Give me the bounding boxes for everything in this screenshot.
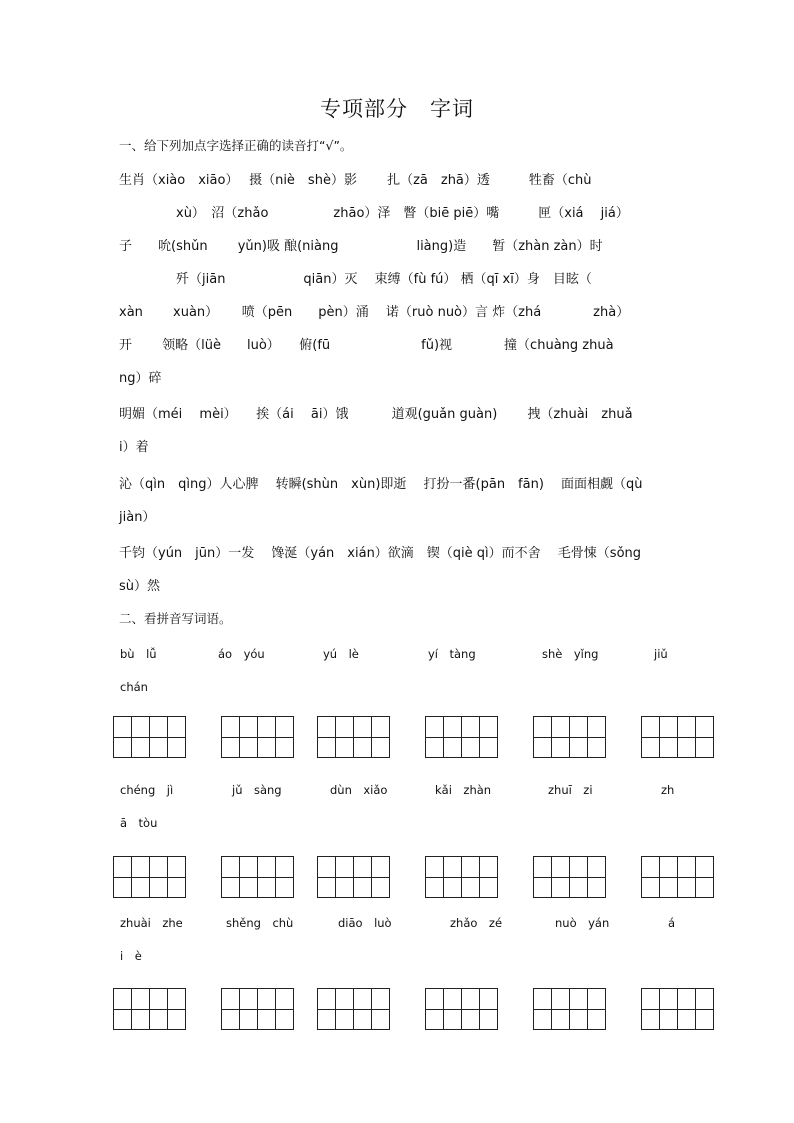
page-title: 专项部分 字词 xyxy=(320,97,474,121)
pronunciation-line: 子 吮(shǔn yǔn)吸 酿(niàng liàng)造 暂（zhàn zàn）时 xyxy=(119,239,603,254)
pronunciation-line: xàn xuàn） 喷（pēn pèn）涌 诺（ruò nuò）言 炸（zhá zhà） xyxy=(119,305,630,320)
pinyin-prompt: kǎi zhàn xyxy=(435,783,492,797)
pinyin-prompt: yú lè xyxy=(323,647,359,661)
writing-box[interactable] xyxy=(317,716,390,758)
pronunciation-line: sù）然 xyxy=(119,579,161,594)
writing-box[interactable] xyxy=(221,988,294,1030)
pinyin-prompt: á xyxy=(668,916,676,930)
writing-box[interactable] xyxy=(533,988,606,1030)
pronunciation-line: 歼（jiān qiān）灭 束缚（fù fú） 栖（qī xī）身 目眩（ xyxy=(176,272,592,287)
pinyin-prompt: shěng chù xyxy=(226,916,294,930)
writing-box[interactable] xyxy=(113,988,186,1030)
writing-box[interactable] xyxy=(425,988,498,1030)
pronunciation-line: 沁（qìn qìng）人心脾 转瞬(shùn xùn)即逝 打扮一番(pān fān) 面面相觑（qù xyxy=(119,477,643,492)
pinyin-continuation: ā tòu xyxy=(120,816,158,830)
writing-box[interactable] xyxy=(425,856,498,898)
pinyin-prompt: zh xyxy=(661,783,675,797)
writing-box[interactable] xyxy=(221,716,294,758)
pinyin-prompt: jǔ sàng xyxy=(232,783,282,797)
pinyin-prompt: nuò yán xyxy=(555,916,610,930)
writing-box[interactable] xyxy=(317,856,390,898)
writing-box[interactable] xyxy=(533,856,606,898)
pinyin-prompt: zhuī zi xyxy=(548,783,593,797)
writing-box[interactable] xyxy=(113,856,186,898)
writing-box[interactable] xyxy=(113,716,186,758)
pronunciation-line: 开 领略（lüè luò） 俯(fū fǔ)视 撞（chuàng zhuà xyxy=(119,338,614,353)
pinyin-prompt: zhuài zhe xyxy=(120,916,183,930)
writing-box[interactable] xyxy=(641,716,714,758)
pinyin-prompt: áo yóu xyxy=(218,647,265,661)
pinyin-prompt: jiǔ xyxy=(654,647,668,661)
pinyin-prompt: bù lǚ xyxy=(120,647,157,661)
pinyin-continuation: i è xyxy=(120,949,142,963)
writing-box[interactable] xyxy=(425,716,498,758)
writing-box[interactable] xyxy=(641,988,714,1030)
pinyin-prompt: shè yǐng xyxy=(542,647,599,661)
pinyin-prompt: chéng jì xyxy=(120,783,174,797)
pronunciation-line: ng）碎 xyxy=(119,371,162,386)
pinyin-prompt: yí tàng xyxy=(428,647,476,661)
pronunciation-line: 千钧（yún jūn）一发 馋涎（yán xián）欲滴 锲（qiè qì）而不舍 毛骨悚（sǒng xyxy=(119,546,642,561)
writing-box[interactable] xyxy=(317,988,390,1030)
section1-heading: 一、给下列加点字选择正确的读音打“√”。 xyxy=(119,138,353,153)
writing-box[interactable] xyxy=(221,856,294,898)
writing-box[interactable] xyxy=(641,856,714,898)
pronunciation-line: 生肖（xiào xiāo） 摄（niè shè）影 扎（zā zhā）透 牲畜（chù xyxy=(119,173,592,188)
pronunciation-line: i）着 xyxy=(119,440,149,455)
pronunciation-line: jiàn） xyxy=(119,510,156,525)
pinyin-continuation: chán xyxy=(120,680,148,694)
pronunciation-line: xù） 沼（zhǎo zhāo）泽 瞥（biē piē）嘴 匣（xiá jiá） xyxy=(176,206,629,221)
pinyin-prompt: diāo luò xyxy=(338,916,392,930)
pronunciation-line: 明媚（méi mèi） 挨（ái āi）饿 道观(guǎn guàn) 拽（zhuài zhuǎ xyxy=(119,407,633,422)
pinyin-prompt: zhǎo zé xyxy=(450,916,503,930)
section2-heading: 二、看拼音写词语。 xyxy=(119,611,232,626)
writing-box[interactable] xyxy=(533,716,606,758)
pinyin-prompt: dùn xiǎo xyxy=(330,783,388,797)
